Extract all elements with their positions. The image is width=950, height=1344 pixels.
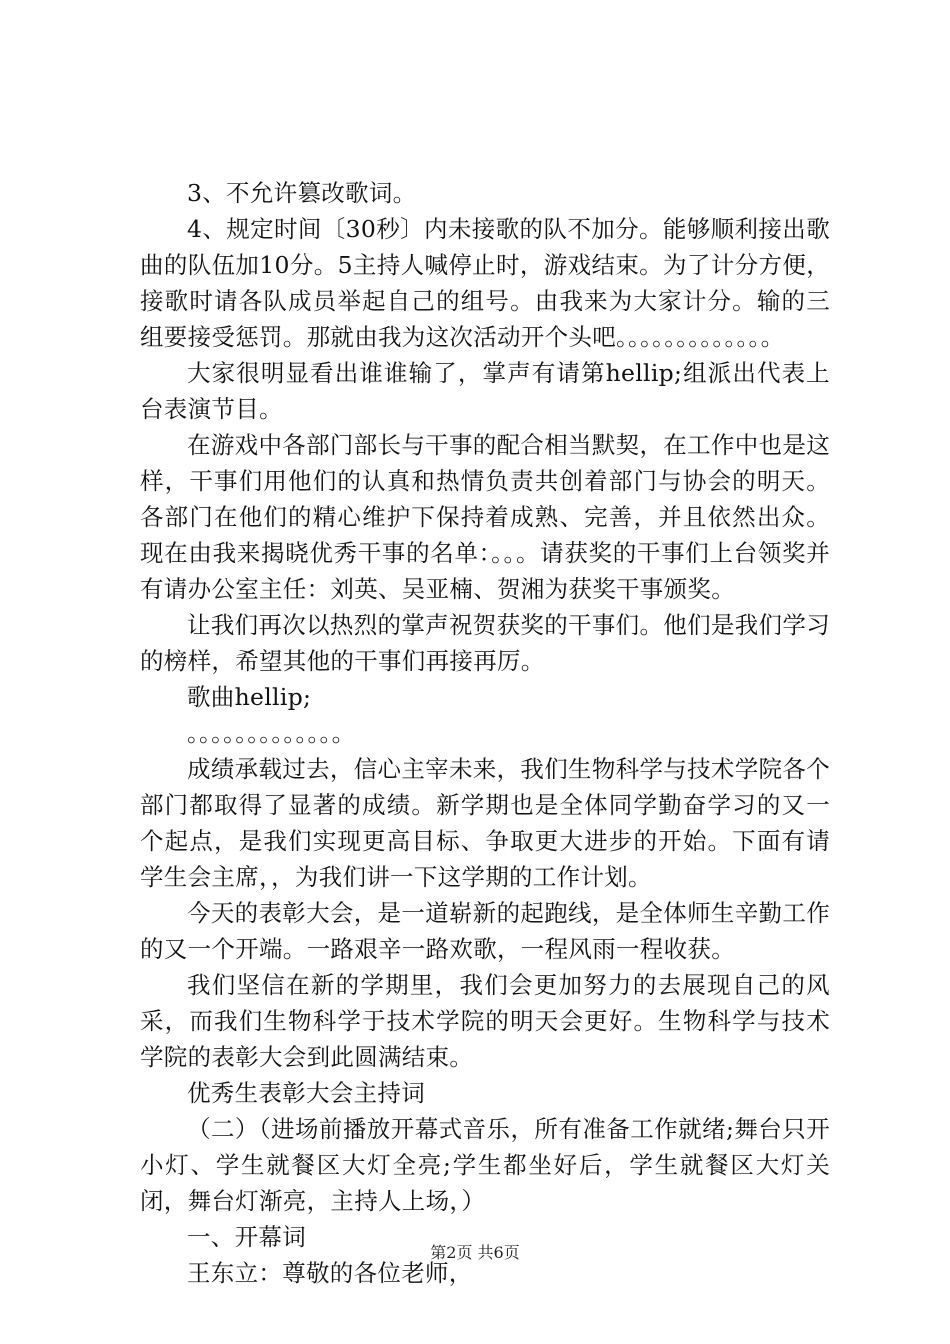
document-body [140,175,830,1291]
section-heading: 优秀生表彰大会主持词 [187,1079,425,1107]
paragraph-ellipsis: 。。。。。。。。。。。。。 [187,719,356,747]
paragraph-award-announcement: 在游戏中各部门部长与干事的配合相当默契，在工作中也是这样，干事们用他们的认真和热情负责共创着部门与协会的明天。各部门在他们的精心维护下保持着成熟、完善，并且依然出众。现在由我来揭晓优秀干事的名单：。。。请获奖的干事们上台领奖并有请办公室主任：刘英、吴亚楠、贺湘为获奖干事颁奖。 [140,431,830,603]
paragraph-starting-line: 今天的表彰大会，是一道崭新的起跑线，是全体师生辛勤工作的又一个开端。一路艰辛一路欢歌，一程风雨一程收获。 [140,899,830,963]
opening-speech-heading: 一、开幕词 [187,1223,306,1251]
paragraph-loser-performance: 大家很明显看出谁谁输了，掌声有请第hellip;组派出代表上台表演节目。 [140,359,830,423]
paragraph-stage-directions: （二）（进场前播放开幕式音乐，所有准备工作就绪;舞台只开小灯、学生就餐区大灯全亮;学生都坐好后，学生就餐区大灯关闭，舞台灯渐亮，主持人上场，） [140,1115,830,1215]
paragraph-achievements: 成绩承载过去，信心主宰未来，我们生物科学与技术学院各个部门都取得了显著的成绩。新学期也是全体同学勤奋学习的又一个起点，是我们实现更高目标、争取更大进步的开始。下面有请学生会主席，，为我们讲一下这学期的工作计划。 [140,755,830,891]
paragraph-closing: 我们坚信在新的学期里，我们会更加努力的去展现自己的风采，而我们生物科学于技术学院的明天会更好。生物科学与技术学院的表彰大会到此圆满结束。 [140,971,830,1071]
paragraph-rule-3: 3、不允许篡改歌词。 [187,179,417,207]
paragraph-congratulations: 让我们再次以热烈的掌声祝贺获奖的干事们。他们是我们学习的榜样，希望其他的干事们再接再厉。 [140,611,830,675]
page-number-footer: 第2页 共6页 [430,1243,520,1262]
paragraph-speaker-line: 王东立：尊敬的各位老师， [187,1259,473,1287]
paragraph-song: 歌曲hellip; [187,683,312,711]
paragraph-rule-4: 4、规定时间〔30秒〕内未接歌的队不加分。能够顺利接出歌曲的队伍加10分。5主持人喊停止时，游戏结束。为了计分方便，接歌时请各队成员举起自己的组号。由我来为大家计分。输的三组要接受惩罚。那就由我为这次活动开个头吧。。。。。。。。。。。。。 [140,215,830,351]
